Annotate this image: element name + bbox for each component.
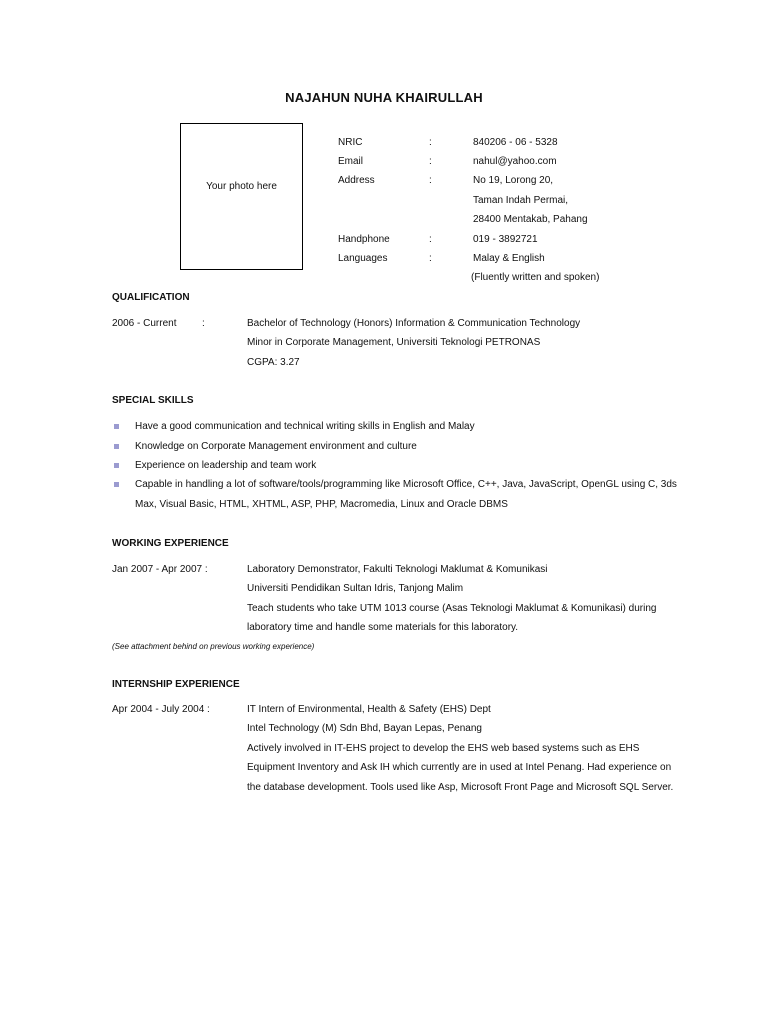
address-colon: : — [429, 175, 432, 186]
internship-line-1: IT Intern of Environmental, Health & Safety (EHS) Dept — [247, 704, 491, 715]
email-value: nahul@yahoo.com — [473, 156, 557, 167]
nric-colon: : — [429, 137, 432, 148]
handphone-label: Handphone — [338, 234, 390, 245]
address-line-3: 28400 Mentakab, Pahang — [473, 214, 588, 225]
languages-note: (Fluently written and spoken) — [471, 272, 600, 283]
internship-heading: INTERNSHIP EXPERIENCE — [112, 679, 240, 690]
bullet-square-icon — [114, 424, 119, 429]
skill-item: Experience on leadership and team work — [135, 460, 317, 471]
handphone-value: 019 - 3892721 — [473, 234, 538, 245]
qualification-line-2: Minor in Corporate Management, Universiti Teknologi PETRONAS — [247, 337, 541, 348]
working-line-2: Universiti Pendidikan Sultan Idris, Tanjong Malim — [247, 583, 464, 594]
qualification-line-3: CGPA: 3.27 — [247, 357, 300, 368]
working-heading: WORKING EXPERIENCE — [112, 538, 229, 549]
working-note: (See attachment behind on previous working experience) — [112, 642, 315, 651]
address-line-2: Taman Indah Permai, — [473, 195, 569, 206]
working-line-4: laboratory time and handle some materials for this laboratory. — [247, 622, 519, 633]
internship-line-5: the database development. Tools used like Asp, Microsoft Front Page and Microsoft SQL Server. — [247, 782, 674, 793]
working-line-3: Teach students who take UTM 1013 course (Asas Teknologi Maklumat & Komunikasi) during — [247, 603, 657, 614]
languages-colon: : — [429, 253, 432, 264]
email-colon: : — [429, 156, 432, 167]
languages-value: Malay & English — [473, 253, 545, 264]
internship-line-2: Intel Technology (M) Sdn Bhd, Bayan Lepas, Penang — [247, 723, 482, 734]
languages-label: Languages — [338, 253, 388, 264]
qualification-line-1: Bachelor of Technology (Honors) Information & Communication Technology — [247, 318, 581, 329]
skill-item: Capable in handling a lot of software/tools/programming like Microsoft Office, C++, Java, JavaScript, OpenGL using C, 3ds — [135, 479, 677, 490]
internship-line-4: Equipment Inventory and Ask IH which currently are in used at Intel Penang. Had experience on — [247, 762, 672, 773]
internship-date: Apr 2004 - July 2004 : — [112, 704, 210, 715]
working-date: Jan 2007 - Apr 2007 : — [112, 564, 208, 575]
qualification-heading: QUALIFICATION — [112, 292, 190, 303]
qualification-date: 2006 - Current — [112, 318, 177, 329]
nric-value: 840206 - 06 - 5328 — [473, 137, 558, 148]
photo-placeholder-box — [180, 123, 303, 270]
photo-placeholder-text: Your photo here — [206, 181, 277, 192]
working-line-1: Laboratory Demonstrator, Fakulti Teknologi Maklumat & Komunikasi — [247, 564, 548, 575]
skills-heading: SPECIAL SKILLS — [112, 395, 194, 406]
handphone-colon: : — [429, 234, 432, 245]
bullet-square-icon — [114, 463, 119, 468]
skill-item: Have a good communication and technical writing skills in English and Malay — [135, 421, 475, 432]
qualification-colon: : — [202, 318, 205, 329]
skill-item-continued: Max, Visual Basic, HTML, XHTML, ASP, PHP, Macromedia, Linux and Oracle DBMS — [135, 499, 508, 510]
nric-label: NRIC — [338, 137, 363, 148]
bullet-square-icon — [114, 444, 119, 449]
internship-line-3: Actively involved in IT-EHS project to develop the EHS web based systems such as EHS — [247, 743, 640, 754]
email-label: Email — [338, 156, 364, 167]
bullet-square-icon — [114, 482, 119, 487]
skill-item: Knowledge on Corporate Management environment and culture — [135, 441, 417, 452]
resume-name: NAJAHUN NUHA KHAIRULLAH — [285, 90, 483, 105]
address-line-1: No 19, Lorong 20, — [473, 175, 554, 186]
address-label: Address — [338, 175, 375, 186]
